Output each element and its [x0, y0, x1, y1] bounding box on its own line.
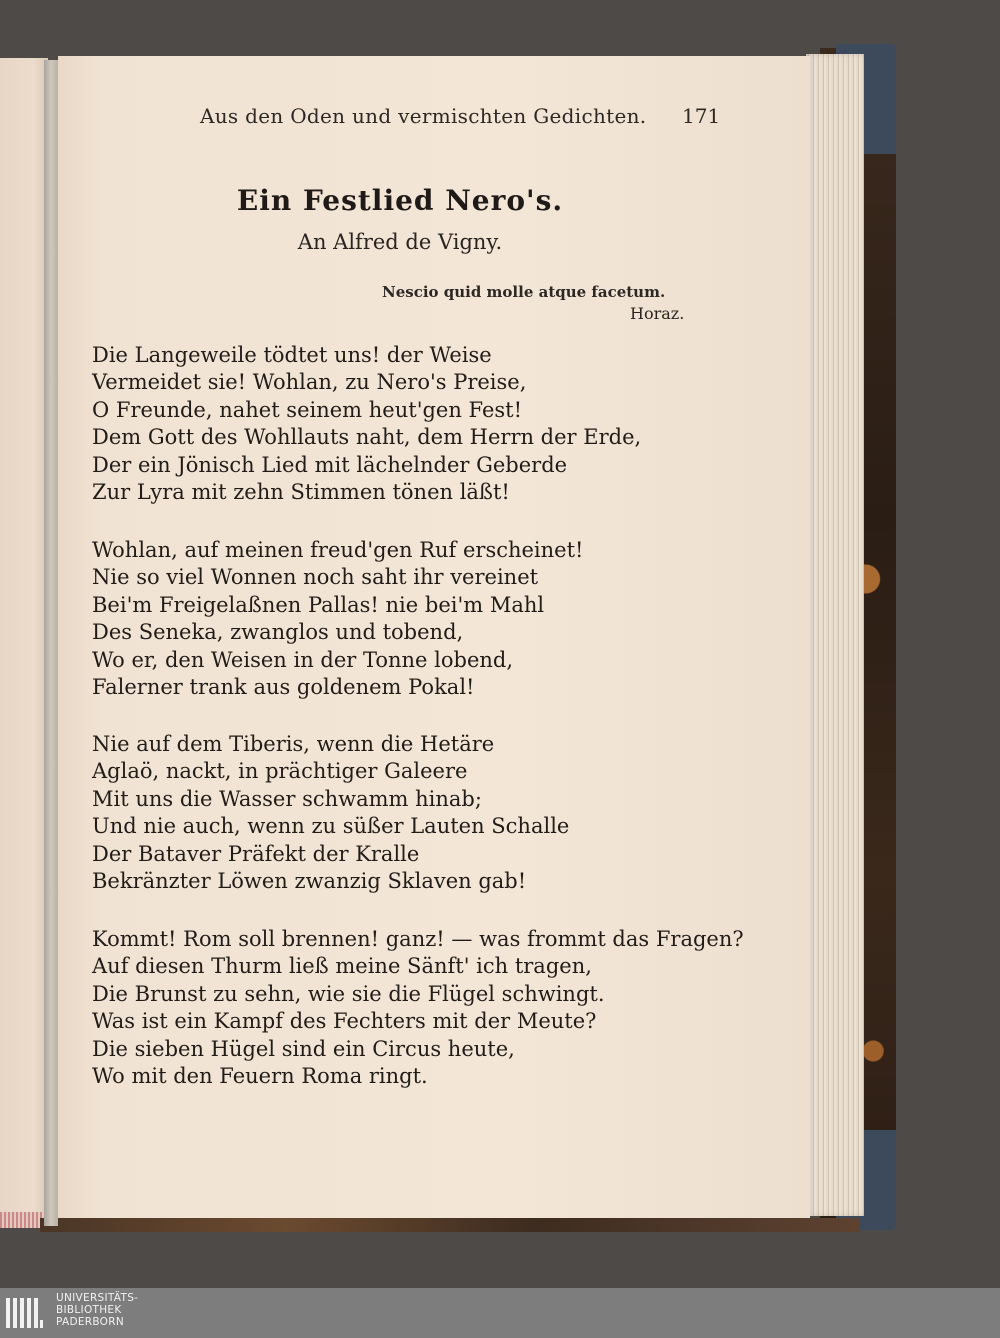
verse-line: Die Brunst zu sehn, wie sie die Flügel schwingt.: [92, 981, 605, 1006]
verse-line: Wo er, den Weisen in der Tonne lobend,: [92, 647, 514, 672]
verse-line: Kommt! Rom soll brennen! ganz! — was frommt das Fragen?: [92, 927, 744, 951]
verse-line: Mit uns die Wasser schwamm hinab;: [92, 786, 482, 811]
poem-title: Ein Festlied Nero's.: [236, 184, 564, 217]
poem-dedication: An Alfred de Vigny.: [297, 230, 503, 254]
verse-line: Der Bataver Präfekt der Kralle: [92, 841, 420, 866]
library-columns-icon: [4, 1292, 44, 1332]
verse-line: Wohlan, auf meinen freud'gen Ruf erscheinet!: [92, 538, 584, 562]
epigraph-author: Horaz.: [630, 304, 685, 323]
verse-line: Nie so viel Wonnen noch saht ihr vereinet: [92, 565, 539, 590]
verse-line: Die sieben Hügel sind ein Circus heute,: [92, 1036, 515, 1061]
logo-line-1: UNIVERSITÄTS-: [56, 1292, 139, 1304]
verse-line: Dem Gott des Wohllauts naht, dem Herrn der Erde,: [92, 425, 642, 450]
verse-line: Nie auf dem Tiberis, wenn die Hetäre: [92, 732, 495, 756]
verse-line: O Freunde, nahet seinem heut'gen Fest!: [92, 397, 523, 422]
stanza-3: [92, 731, 569, 895]
verse-line: Auf diesen Thurm ließ meine Sänft' ich tragen,: [92, 954, 592, 979]
verse-line: Bei'm Freigelaßnen Pallas! nie bei'm Mahl: [92, 592, 545, 617]
footer-bar: [0, 1288, 1000, 1338]
verse-line: Falerner trank aus goldenem Pokal!: [92, 675, 475, 700]
library-logo-text: [56, 1292, 138, 1328]
verse-line: Aglaö, nackt, in prächtiger Galeere: [92, 759, 468, 784]
verse-line: Und nie auch, wenn zu süßer Lauten Schalle: [92, 814, 570, 839]
epigraph: Nescio quid molle atque facetum.: [382, 283, 666, 301]
stanza-1: [92, 342, 641, 506]
verse-line: Vermeidet sie! Wohlan, zu Nero's Preise,: [92, 370, 527, 395]
verse-line: Zur Lyra mit zehn Stimmen tönen läßt!: [92, 480, 510, 505]
page-number: 171: [682, 104, 721, 128]
logo-line-2: BIBLIOTHEK: [56, 1304, 122, 1316]
verse-line: Des Seneka, zwanglos und tobend,: [92, 620, 464, 645]
page-edges: [806, 54, 864, 1216]
verse-line: Die Langeweile tödtet uns! der Weise: [92, 343, 492, 367]
stanza-2: [92, 537, 583, 701]
running-header: Aus den Oden und vermischten Gedichten.: [200, 104, 647, 128]
verse-line: Der ein Jönisch Lied mit lächelnder Geberde: [92, 452, 568, 477]
verse-line: Was ist ein Kampf des Fechters mit der Meute?: [92, 1009, 597, 1034]
book-bottom-edge: [40, 1218, 860, 1232]
verse-line: Wo mit den Feuern Roma ringt.: [92, 1064, 428, 1089]
logo-line-3: PADERBORN: [56, 1316, 124, 1328]
stanza-4: [92, 926, 744, 1090]
verse-line: Bekränzter Löwen zwanzig Sklaven gab!: [92, 869, 527, 894]
